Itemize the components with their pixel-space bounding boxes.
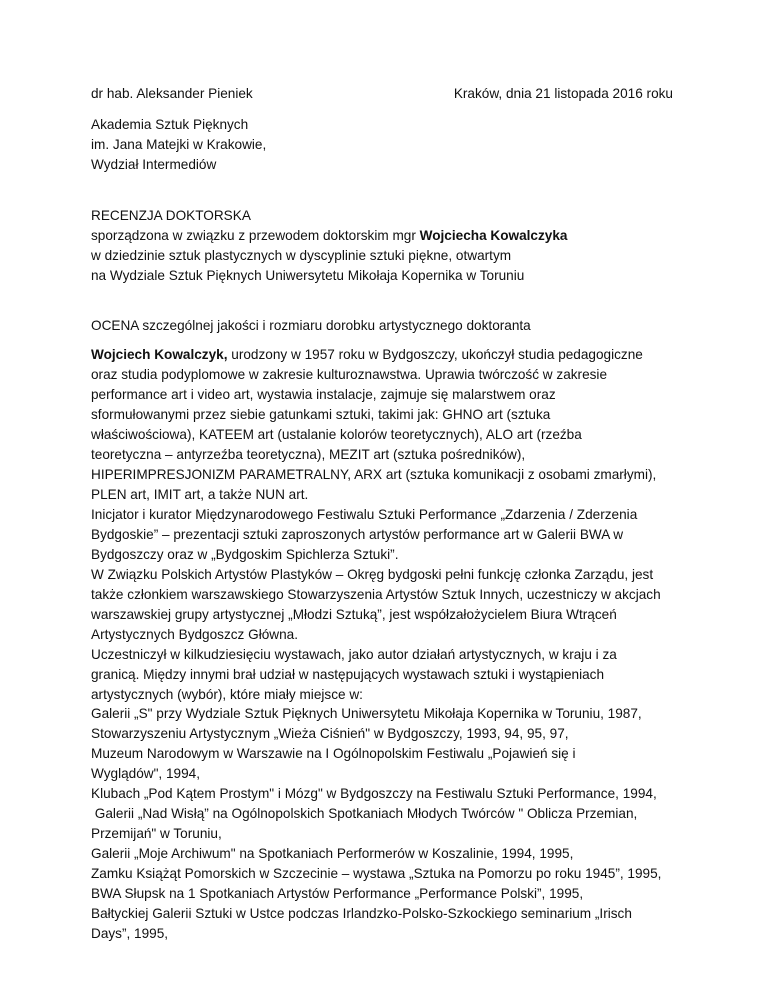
letter-header bbox=[0, 84, 768, 104]
review-faculty-line: na Wydziale Sztuk Pięknych Uniwersytetu Mikołaja Kopernika w Toruniu bbox=[91, 268, 525, 283]
bio-first-line bbox=[91, 345, 681, 365]
bio-paragraph bbox=[91, 345, 681, 705]
bio-line: warszawskiej grupy artystycznej „Młodzi Sztuką”, jest współzałożycielem Biura Wtrąceń bbox=[91, 607, 617, 622]
bio-name: Wojciech Kowalczyk, bbox=[91, 347, 228, 362]
place-and-date: Kraków, dnia 21 listopada 2016 roku bbox=[453, 86, 673, 101]
exhibition-line: Galerii „S" przy Wydziale Sztuk Pięknych Uniwersytetu Mikołaja Kopernika w Toruniu, 1987, bbox=[91, 706, 642, 721]
review-subject-text: sporządzona w związku z przewodem doktorskim mgr bbox=[91, 228, 420, 243]
bio-line: artystycznych (wybór), które miały miejsce w: bbox=[91, 687, 363, 702]
bio-line: teoretyczna – antyrzeźba teoretyczna), MEZIT art (sztuka pośredników), bbox=[91, 447, 526, 462]
author-name: dr hab. Aleksander Pieniek bbox=[91, 86, 253, 101]
bio-line: Bydgoszczy oraz w „Bydgoskim Spichlerza Sztuki”. bbox=[91, 547, 399, 562]
bio-line: oraz studia podyplomowe w zakresie kulturoznawstwa. Uprawia twórczość w zakresie bbox=[91, 367, 608, 382]
review-discipline-line: w dziedzinie sztuk plastycznych w dyscyplinie sztuki piękne, otwartym bbox=[91, 248, 512, 263]
bio-line: granicą. Między innymi brał udział w następujących wystawach sztuki i wystąpieniach bbox=[91, 667, 605, 682]
exhibitions-list bbox=[91, 704, 681, 944]
bio-line: także członkiem warszawskiego Stowarzyszenia Artystów Sztuk Innych, uczestniczy w akcjach bbox=[91, 587, 661, 602]
bio-line: Artystycznych Bydgoszcz Główna. bbox=[91, 627, 298, 642]
exhibition-line: Bałtyckiej Galerii Sztuki w Ustce podczas Irlandzko-Polsko-Szkockiego seminarium „Irisch bbox=[91, 906, 632, 921]
review-title-block bbox=[91, 206, 681, 286]
bio-line: Uczestniczył w kilkudziesięciu wystawach, jako autor działań artystycznych, w kraju i za bbox=[91, 647, 617, 662]
institution-line: Wydział Intermediów bbox=[91, 157, 217, 172]
exhibition-line: Wyglądów", 1994, bbox=[91, 766, 200, 781]
institution-block bbox=[91, 115, 681, 175]
bio-line: sformułowanymi przez siebie gatunkami sztuki, takimi jak: GHNO art (sztuka bbox=[91, 407, 551, 422]
bio-first-text: urodzony w 1957 roku w Bydgoszczy, ukończył studia pedagogiczne bbox=[227, 347, 643, 362]
bio-line: performance art i video art, wystawia instalacje, zajmuje się malarstwem oraz bbox=[91, 387, 556, 402]
bio-line: W Związku Polskich Artystów Plastyków – Okręg bydgoski pełni funkcję członka Zarządu, jest bbox=[91, 567, 654, 582]
candidate-name: Wojciecha Kowalczyka bbox=[419, 228, 568, 243]
exhibition-line: Galerii „Moje Archiwum" na Spotkaniach Performerów w Koszalinie, 1994, 1995, bbox=[91, 846, 574, 861]
exhibition-line: Stowarzyszeniu Artystycznym „Wieża Ciśnień" w Bydgoszczy, 1993, 94, 95, 97, bbox=[91, 726, 569, 741]
exhibition-line: BWA Słupsk na 1 Spotkaniach Artystów Performance „Performance Polski”, 1995, bbox=[91, 886, 584, 901]
bio-line: Inicjator i kurator Międzynarodowego Festiwalu Sztuki Performance „Zdarzenia / Zderzenia bbox=[91, 507, 638, 522]
exhibition-line: Galerii „Nad Wisłą” na Ogólnopolskich Spotkaniach Młodych Twórców " Oblicza Przemian, bbox=[91, 806, 638, 821]
institution-line: im. Jana Matejki w Krakowie, bbox=[91, 137, 267, 152]
exhibition-line: Zamku Książąt Pomorskich w Szczecinie – wystawa „Sztuka na Pomorzu po roku 1945”, 1995, bbox=[91, 866, 662, 881]
exhibition-line: Klubach „Pod Kątem Prostym" i Mózg" w Bydgoszczy na Festiwalu Sztuki Performance, 1994, bbox=[91, 786, 657, 801]
review-title: RECENZJA DOKTORSKA bbox=[91, 208, 251, 223]
section-heading-block bbox=[91, 316, 681, 336]
bio-line: HIPERIMPRESJONIZM PARAMETRALNY, ARX art (sztuka komunikacji z osobami zmarłymi), bbox=[91, 467, 657, 482]
exhibition-line: Przemijań" w Toruniu, bbox=[91, 826, 222, 841]
exhibition-line: Muzeum Narodowym w Warszawie na I Ogólnopolskim Festiwalu „Pojawień się i bbox=[91, 746, 576, 761]
review-subject-line bbox=[91, 226, 681, 246]
exhibition-line: Days”, 1995, bbox=[91, 926, 169, 941]
bio-line: PLEN art, IMIT art, a także NUN art. bbox=[91, 487, 309, 502]
section-heading: OCENA szczególnej jakości i rozmiaru dorobku artystycznego doktoranta bbox=[91, 318, 531, 333]
bio-line: Bydgoskie” – prezentacji sztuki zaproszonych artystów performance art w Galerii BWA w bbox=[91, 527, 624, 542]
bio-line: właściwościowa), KATEEM art (ustalanie kolorów teoretycznych), ALO art (rzeźba bbox=[91, 427, 582, 442]
institution-line: Akademia Sztuk Pięknych bbox=[91, 117, 249, 132]
